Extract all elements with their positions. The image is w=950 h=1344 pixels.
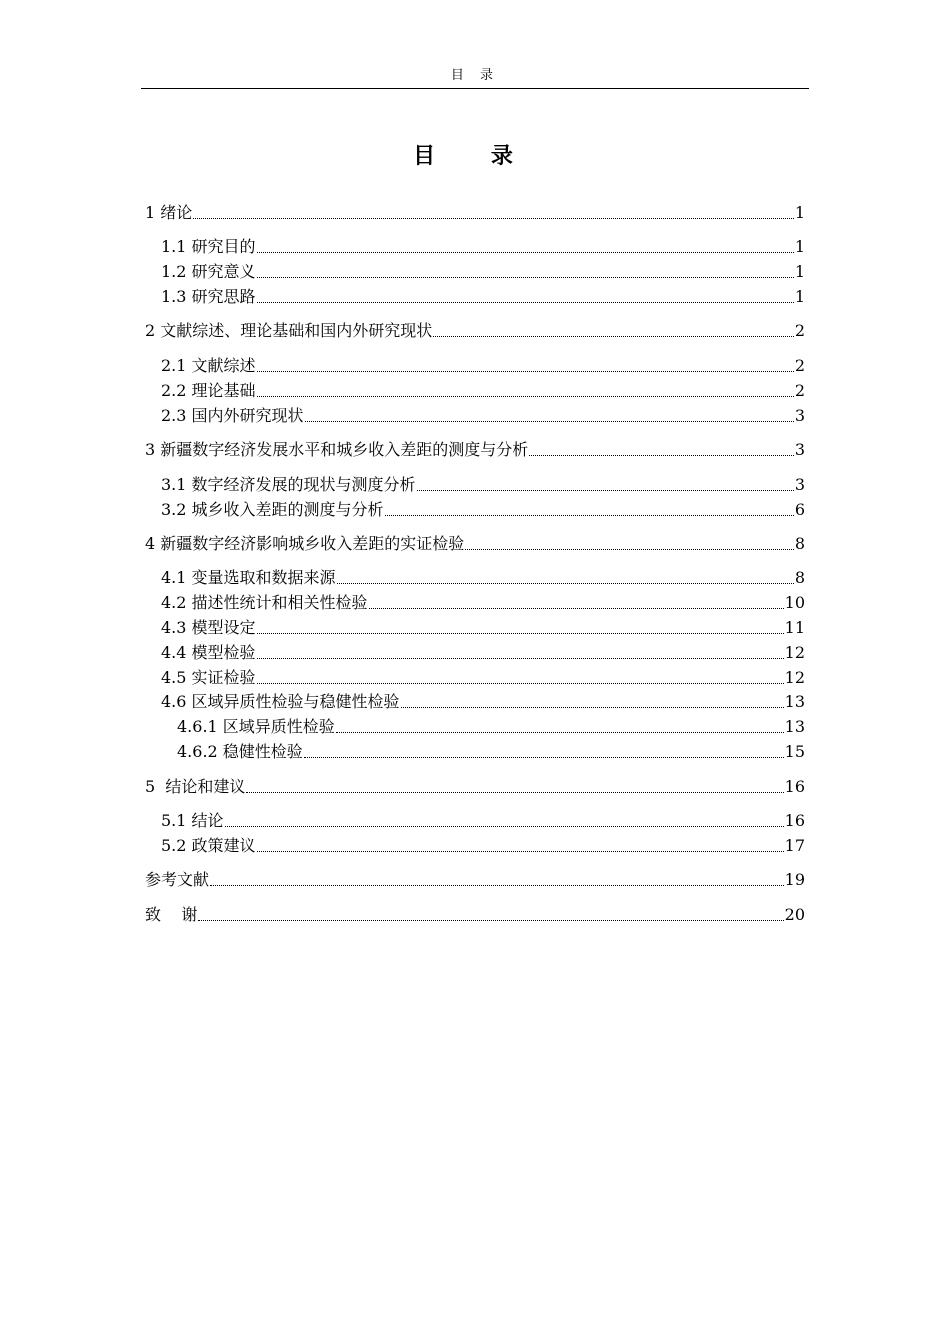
toc-entry-section-4-5[interactable] (161, 664, 805, 688)
toc-entry-label: 4.2 描述性统计和相关性检验 (161, 593, 368, 612)
dot-leader (210, 885, 784, 886)
toc-entry-label: 1.3 研究思路 (161, 287, 256, 306)
toc-entry-section-3-1[interactable] (161, 471, 805, 495)
toc-entry-label: 4.5 实证检验 (161, 668, 256, 687)
dot-leader (257, 851, 784, 852)
toc-entry-section-5-2[interactable] (161, 832, 805, 856)
toc-entry-page: 2 (794, 381, 805, 400)
dot-leader (385, 515, 794, 516)
toc-entry-label: 3.1 数字经济发展的现状与测度分析 (161, 475, 416, 494)
dot-leader (257, 371, 794, 372)
toc-entry-page: 6 (794, 500, 805, 519)
dot-leader (257, 633, 784, 634)
toc-entry-section-5-1[interactable] (161, 807, 805, 831)
toc-entry-label: 2.3 国内外研究现状 (161, 406, 304, 425)
toc-entry-section-1-2[interactable] (161, 258, 805, 282)
toc-entry-label: 4.1 变量选取和数据来源 (161, 568, 336, 587)
toc-entry-section-3-2[interactable] (161, 496, 805, 520)
toc-entry-subsection-4-6-1[interactable] (177, 713, 805, 737)
dot-leader (257, 683, 784, 684)
toc-entry-page: 8 (794, 568, 805, 587)
dot-leader (529, 455, 794, 456)
toc-entry-label: 1 绪论 (145, 203, 193, 222)
toc-entry-page: 1 (794, 287, 805, 306)
running-header: 目 录 (450, 68, 500, 83)
toc-entry-label: 2 文献综述、理论基础和国内外研究现状 (145, 321, 433, 340)
toc-entry-label: 1.2 研究意义 (161, 262, 256, 281)
toc-entry-page: 15 (784, 742, 805, 761)
toc-entry-label: 4.4 模型检验 (161, 643, 256, 662)
toc-entry-chapter-3[interactable] (145, 436, 805, 460)
dot-leader (257, 302, 794, 303)
toc-entry-page: 20 (784, 905, 805, 924)
dot-leader (304, 757, 784, 758)
toc-entry-page: 3 (794, 406, 805, 425)
toc-entry-page: 13 (784, 717, 805, 736)
dot-leader (246, 792, 783, 793)
toc-entry-label: 5.2 政策建议 (161, 836, 256, 855)
toc-entry-section-4-2[interactable] (161, 589, 805, 613)
dot-leader (305, 421, 794, 422)
dot-leader (257, 396, 794, 397)
toc-entry-page: 12 (784, 643, 805, 662)
toc-entry-section-4-6[interactable] (161, 688, 805, 712)
dot-leader (433, 336, 794, 337)
toc-entry-page: 1 (794, 203, 805, 222)
toc-entry-label: 4 新疆数字经济影响城乡收入差距的实证检验 (145, 534, 465, 553)
toc-entry-page: 3 (794, 440, 805, 459)
toc-entry-label: 4.6.2 稳健性检验 (177, 742, 303, 761)
dot-leader (336, 732, 784, 733)
toc-entry-label: 2.2 理论基础 (161, 381, 256, 400)
dot-leader (193, 218, 794, 219)
toc-entry-page: 19 (784, 870, 805, 889)
dot-leader (369, 608, 784, 609)
toc-entry-page: 3 (794, 475, 805, 494)
toc-title: 目 录 (413, 144, 537, 169)
toc-entry-chapter-2[interactable] (145, 317, 805, 341)
toc-entry-page: 1 (794, 262, 805, 281)
toc-entry-label: 4.6.1 区域异质性检验 (177, 717, 335, 736)
toc-entry-chapter-4[interactable] (145, 530, 805, 554)
toc-entry-section-1-3[interactable] (161, 283, 805, 307)
toc-entry-label: 5 结论和建议 (145, 777, 246, 796)
toc-entry-subsection-4-6-2[interactable] (177, 738, 805, 762)
dot-leader (257, 252, 794, 253)
toc-entry-section-4-3[interactable] (161, 614, 805, 638)
dot-leader (337, 583, 794, 584)
toc-entry-page: 16 (784, 811, 805, 830)
toc-entry-section-2-1[interactable] (161, 352, 805, 376)
dot-leader (465, 549, 794, 550)
toc-entry-label: 4.6 区域异质性检验与稳健性检验 (161, 692, 400, 711)
toc-entry-page: 10 (784, 593, 805, 612)
toc-entry-chapter-1[interactable] (145, 199, 805, 223)
toc-entry-label: 1.1 研究目的 (161, 237, 256, 256)
toc-entry-page: 2 (794, 356, 805, 375)
toc-entry-label: 参考文献 (145, 870, 210, 889)
toc-entry-label: 5.1 结论 (161, 811, 224, 830)
dot-leader (417, 490, 794, 491)
toc-entry-label: 3 新疆数字经济发展水平和城乡收入差距的测度与分析 (145, 440, 529, 459)
toc-entry-section-1-1[interactable] (161, 233, 805, 257)
dot-leader (225, 826, 784, 827)
dot-leader (401, 707, 784, 708)
dot-leader (198, 920, 783, 921)
toc-entry-page: 11 (784, 618, 805, 637)
toc-entry-page: 16 (784, 777, 805, 796)
toc-entry-references[interactable] (145, 866, 805, 890)
toc-entry-label: 3.2 城乡收入差距的测度与分析 (161, 500, 384, 519)
toc-entry-page: 1 (794, 237, 805, 256)
toc-entry-label: 致 谢 (145, 905, 198, 924)
dot-leader (257, 277, 794, 278)
toc-entry-label: 2.1 文献综述 (161, 356, 256, 375)
toc-entry-page: 2 (794, 321, 805, 340)
toc-entry-page: 8 (794, 534, 805, 553)
toc-entry-page: 12 (784, 668, 805, 687)
toc-entry-page: 17 (784, 836, 805, 855)
toc-entry-acknowledgements[interactable] (145, 901, 805, 925)
toc-entry-section-4-4[interactable] (161, 639, 805, 663)
toc-entry-chapter-5[interactable] (145, 773, 805, 797)
toc-entry-label: 4.3 模型设定 (161, 618, 256, 637)
toc-entry-section-4-1[interactable] (161, 564, 805, 588)
toc-entry-section-2-3[interactable] (161, 402, 805, 426)
toc-entry-page: 13 (784, 692, 805, 711)
dot-leader (257, 658, 784, 659)
toc-entry-section-2-2[interactable] (161, 377, 805, 401)
